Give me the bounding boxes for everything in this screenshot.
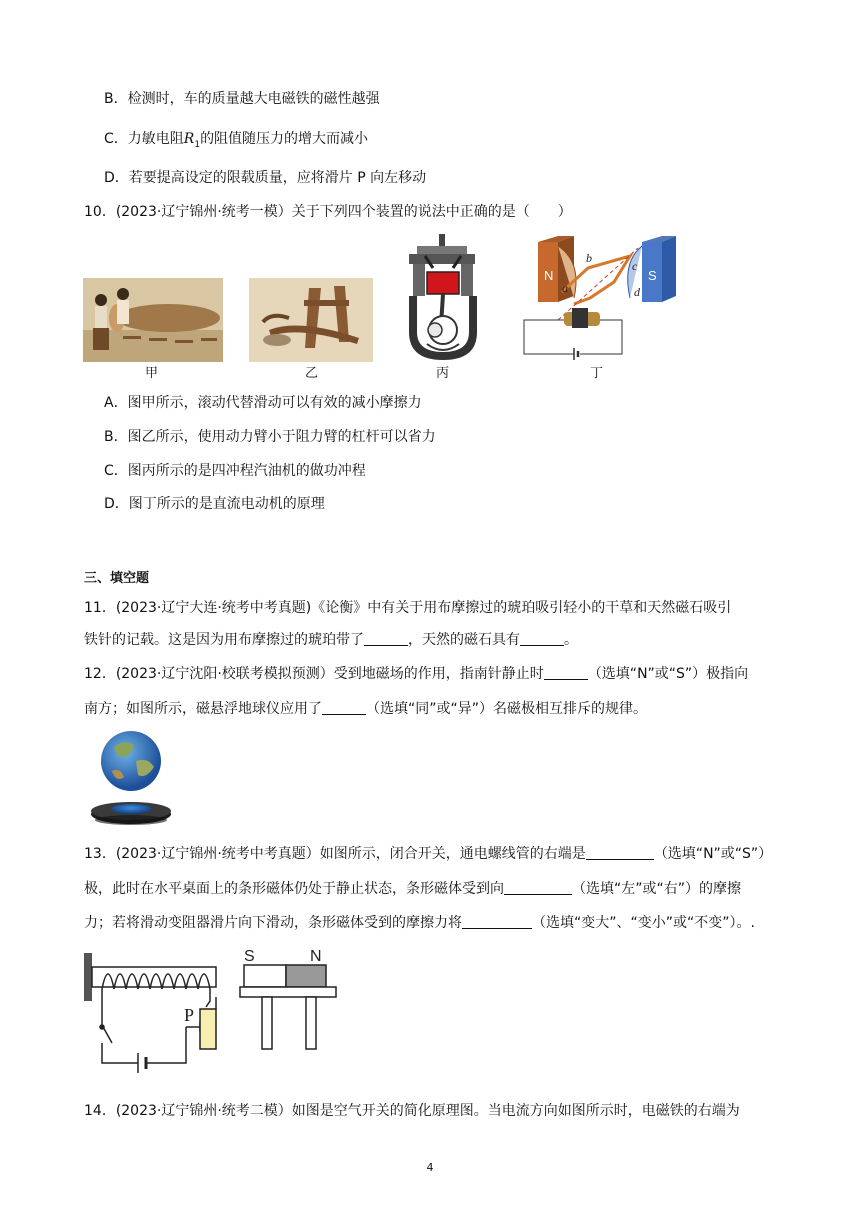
q12-blank-2[interactable] <box>322 699 366 715</box>
q12-text-d: （选填“同”或“异”）名磁极相互排斥的规律。 <box>366 701 648 717</box>
motor-label-b: b <box>586 251 592 265</box>
q10-stem: 10．(2023·辽宁锦州·统考一模）关于下列四个装置的说法中正确的是（ ） <box>84 204 572 220</box>
q13-text-f: （选填“变大”、“变小”或“不变”）。. <box>532 915 755 931</box>
q9-option-c-post: 的阻值随压力的增大而减小 <box>200 131 369 147</box>
figure-ding-motor <box>518 232 688 362</box>
magnet-label-s: S <box>244 948 255 965</box>
q13-text-e: 力；若将滑动变阻器滑片向下滑动，条形磁体受到的摩擦力将 <box>84 915 462 931</box>
figure-jia-rolling-logs <box>83 278 223 362</box>
figure-yi-lever <box>249 278 373 362</box>
q12-text-b: （选填“N”或“S”）极指向 <box>587 666 749 682</box>
q13-line1 <box>84 844 772 864</box>
q13-text-d: （选填“左”或“右”）的摩擦 <box>572 881 742 897</box>
q9-option-c-pre: C．力敏电阻 <box>104 131 184 147</box>
q12-line1 <box>84 664 748 684</box>
q9-variable-sub: 1 <box>194 139 201 150</box>
figure-bing-engine <box>405 232 481 362</box>
q9-option-d: D．若要提高设定的限载质量，应将滑片 P 向左移动 <box>104 170 427 186</box>
q11-blank-1[interactable] <box>364 630 408 646</box>
motor-label-d: d <box>634 285 640 299</box>
q10-option-d: D．图丁所示的是直流电动机的原理 <box>104 496 325 512</box>
q11-blank-2[interactable] <box>520 630 564 646</box>
q9-variable-r: R <box>183 131 195 147</box>
q10-option-c: C．图丙所示的是四冲程汽油机的做功冲程 <box>104 463 366 479</box>
caption-bing: 丙 <box>436 366 450 381</box>
figure-maglev-globe <box>88 727 174 827</box>
q13-text-c: 极，此时在水平桌面上的条形磁体仍处于静止状态，条形磁体受到向 <box>84 881 504 897</box>
q11-text-c: 。 <box>564 632 578 648</box>
q13-text-b: （选填“N”或“S”） <box>653 846 773 862</box>
motor-label-n: N <box>544 268 554 283</box>
q13-line3 <box>84 913 755 933</box>
q13-line2 <box>84 879 741 899</box>
q12-blank-1[interactable] <box>544 664 588 680</box>
q9-option-b: B．检测时，车的质量越大电磁铁的磁性越强 <box>104 91 380 107</box>
q11-text-b: ，天然的磁石具有 <box>408 632 520 648</box>
q9-option-c <box>104 129 368 155</box>
q11-text-a: 铁针的记载。这是因为用布摩擦过的琥珀带了 <box>84 632 364 648</box>
q12-text-c: 南方；如图所示，磁悬浮地球仪应用了 <box>84 701 322 717</box>
section-title: 三、填空题 <box>84 571 150 586</box>
caption-ding: 丁 <box>590 366 604 381</box>
q11-line1: 11．(2023·辽宁大连·统考中考真题)《论衡》中有关于用布摩擦过的琥珀吸引轻小的干草和天然磁石吸引 <box>84 600 732 616</box>
q13-text-a: 13．(2023·辽宁锦州·统考中考真题）如图所示，闭合开关，通电螺线管的右端是 <box>84 846 586 862</box>
q10-option-b: B．图乙所示，使用动力臂小于阻力臂的杠杆可以省力 <box>104 429 436 445</box>
motor-label-c: c <box>632 259 638 273</box>
slider-label-p: P <box>184 1005 195 1025</box>
figure-solenoid-circuit <box>78 945 340 1083</box>
motor-label-a: a <box>562 281 568 295</box>
q13-blank-3[interactable] <box>462 913 532 929</box>
page-number: 4 <box>426 1161 434 1174</box>
q14-line1: 14．(2023·辽宁锦州·统考二模）如图是空气开关的简化原理图。当电流方向如图所示时，电磁铁的右端为 <box>84 1103 740 1119</box>
q12-text-a: 12．(2023·辽宁沈阳·校联考模拟预测）受到地磁场的作用，指南针静止时 <box>84 666 544 682</box>
q10-option-a: A．图甲所示，滚动代替滑动可以有效的减小摩擦力 <box>104 395 422 411</box>
q13-blank-1[interactable] <box>586 844 654 860</box>
q12-line2 <box>84 699 647 719</box>
magnet-label-n: N <box>310 948 322 965</box>
motor-label-s: S <box>648 268 657 283</box>
q11-line2 <box>84 630 578 650</box>
q13-blank-2[interactable] <box>504 879 572 895</box>
caption-jia: 甲 <box>145 366 159 381</box>
caption-yi: 乙 <box>305 366 319 381</box>
